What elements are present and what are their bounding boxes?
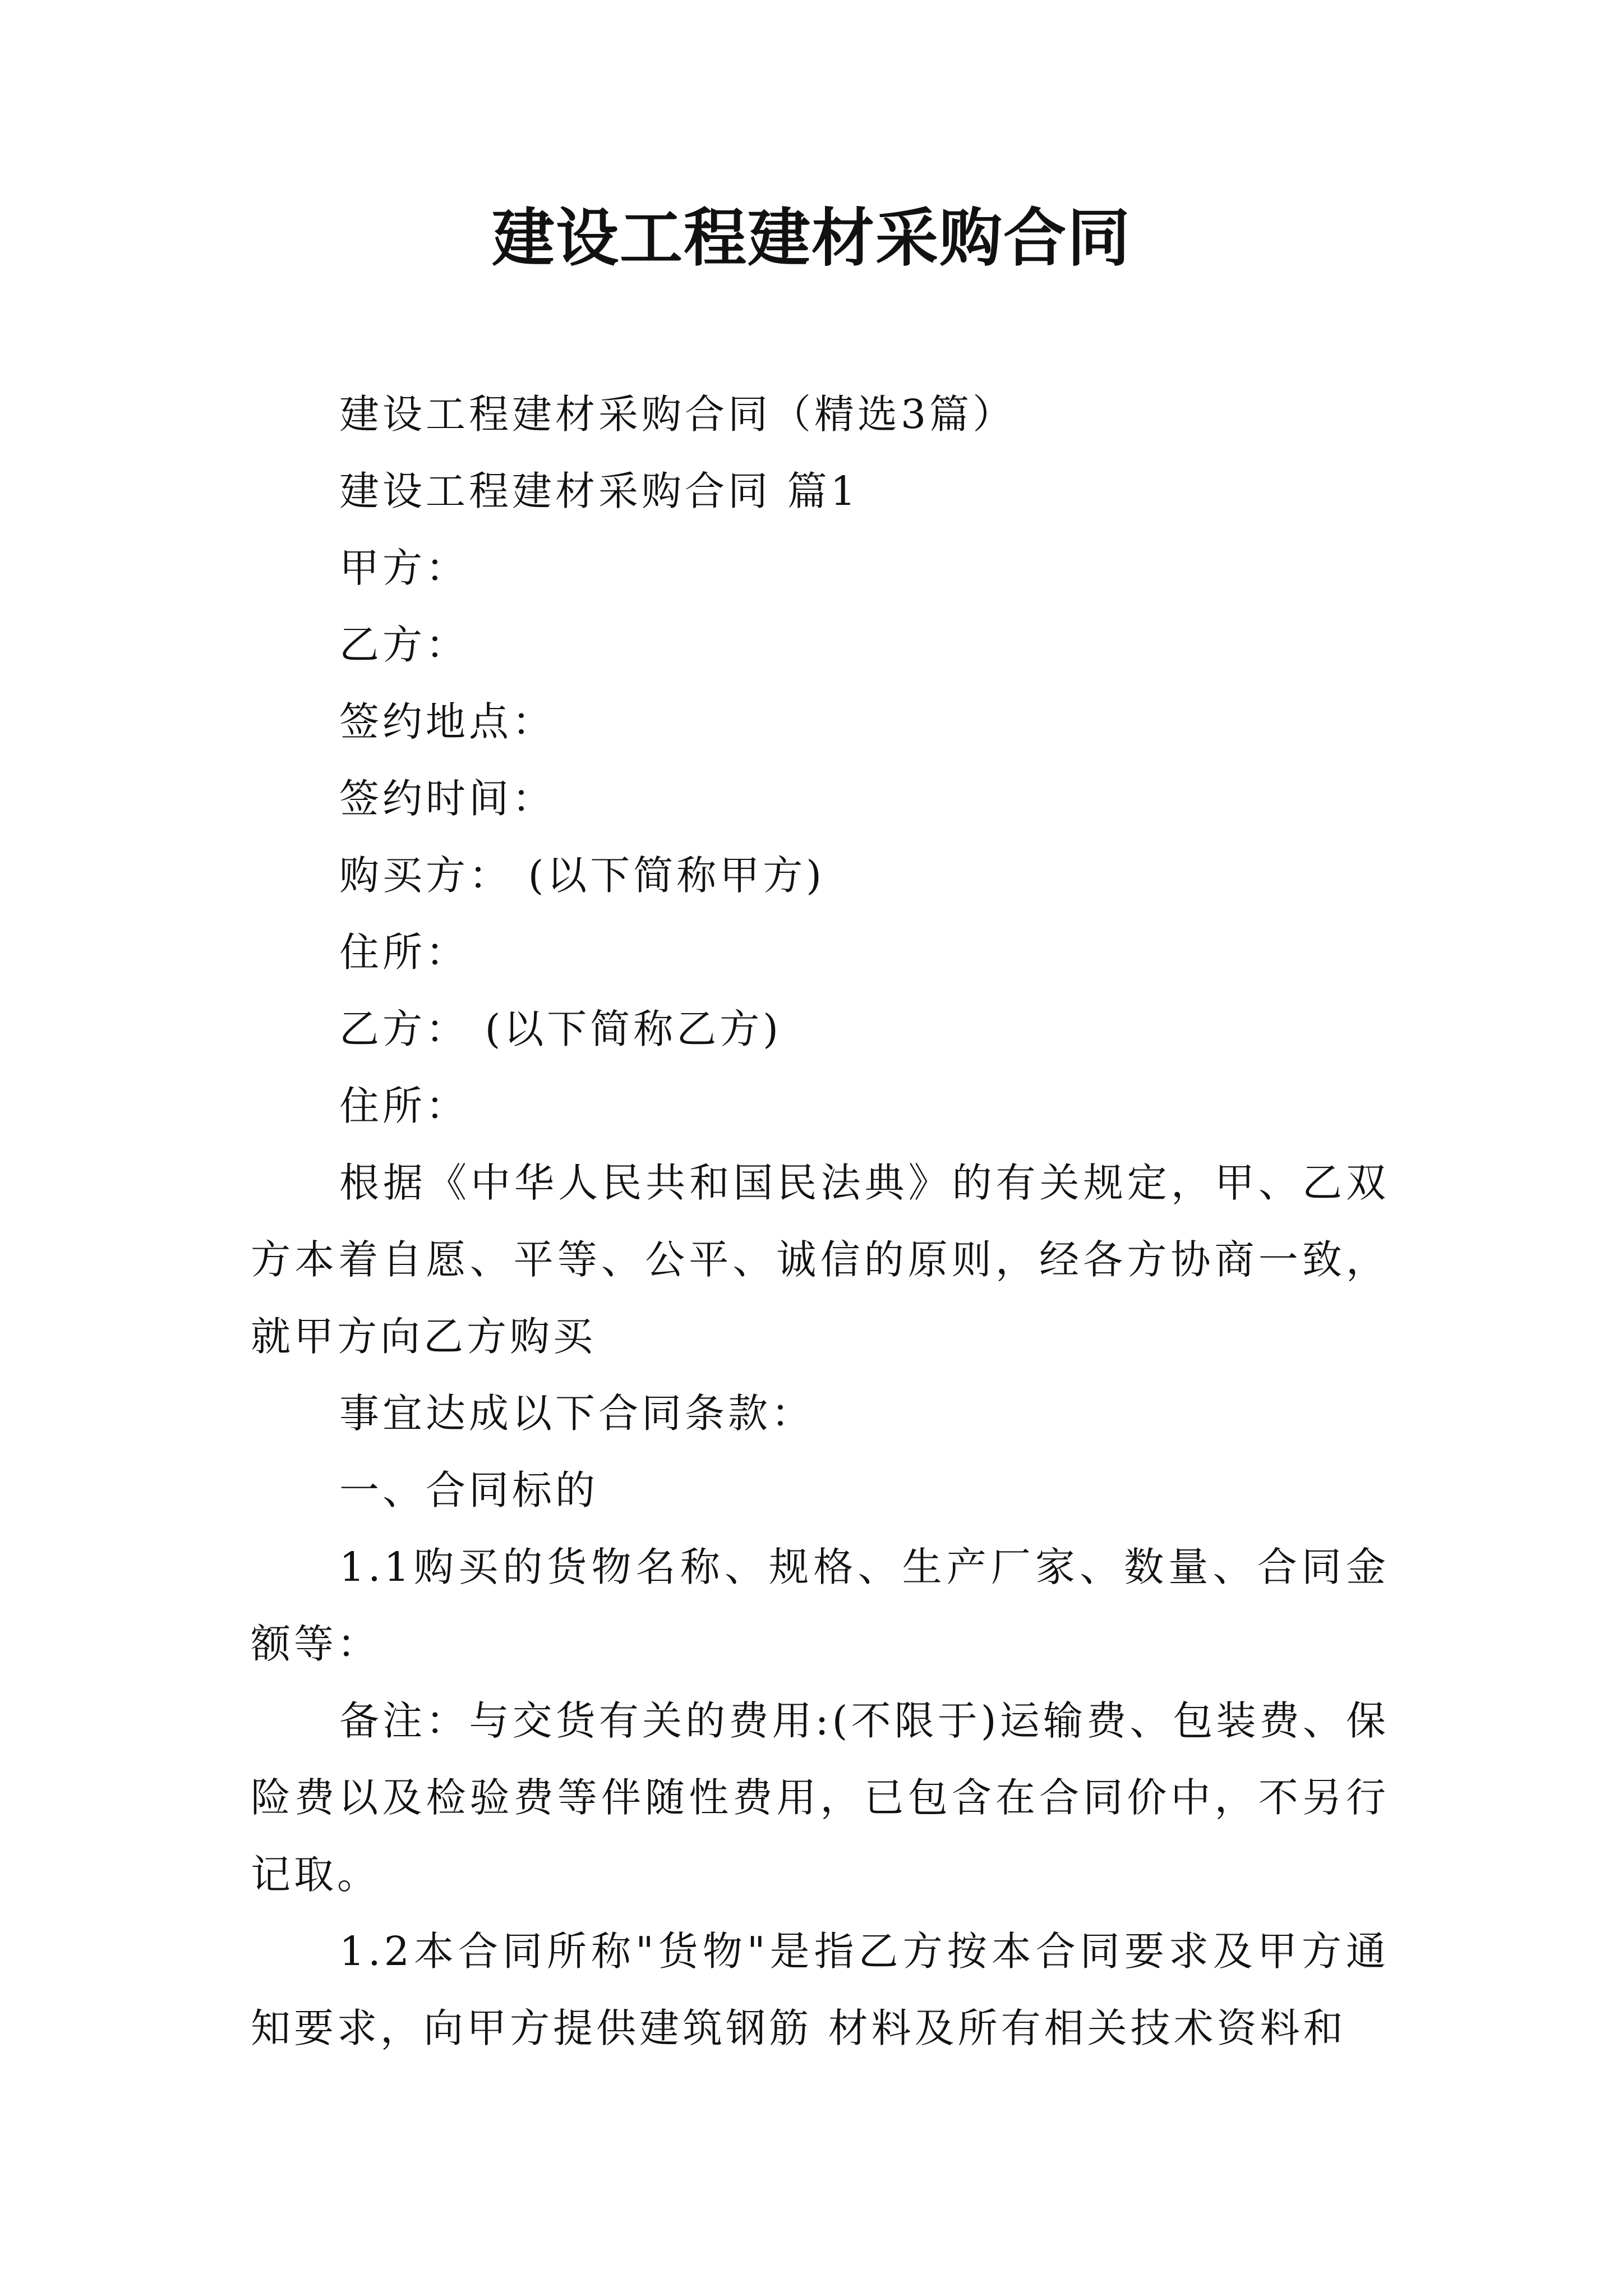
signing-time-line: 签约时间： [339, 775, 556, 822]
party-b-line: 乙方： [339, 622, 469, 668]
section-heading: 建设工程建材采购合同 篇1 [339, 468, 859, 514]
seller-address-line: 住所： [339, 1083, 469, 1129]
clause-heading: 一、合同标的 [339, 1467, 599, 1513]
document-body [251, 376, 1389, 2067]
subtitle-line: 建设工程建材采购合同（精选3篇） [339, 391, 1016, 438]
clause-paragraph: 1.1购买的货物名称、规格、生产厂家、数量、合同金额等： [251, 1544, 1389, 1667]
party-a-line: 甲方： [339, 545, 469, 591]
note-paragraph: 备注：与交货有关的费用:(不限于)运输费、包装费、保险费以及检验费等伴随性费用，已包含在合同价中，不另行记取。 [251, 1697, 1389, 1898]
clause-paragraph: 1.2本合同所称"货物"是指乙方按本合同要求及甲方通知要求，向甲方提供建筑钢筋 材料及所有相关技术资料和 [251, 1928, 1389, 2051]
signing-place-line: 签约地点： [339, 698, 556, 745]
body-paragraph: 事宜达成以下合同条款： [339, 1390, 815, 1437]
body-paragraph: 根据《中华人民共和国民法典》的有关规定，甲、乙双方本着自愿、平等、公平、诚信的原则，经各方协商一致，就甲方向乙方购买 [251, 1159, 1389, 1360]
buyer-line: 购买方： (以下简称甲方) [339, 852, 825, 899]
document-title: 建设工程建材采购合同 [492, 201, 1131, 275]
seller-line: 乙方： (以下简称乙方) [339, 1006, 782, 1052]
buyer-address-line: 住所： [339, 929, 469, 976]
